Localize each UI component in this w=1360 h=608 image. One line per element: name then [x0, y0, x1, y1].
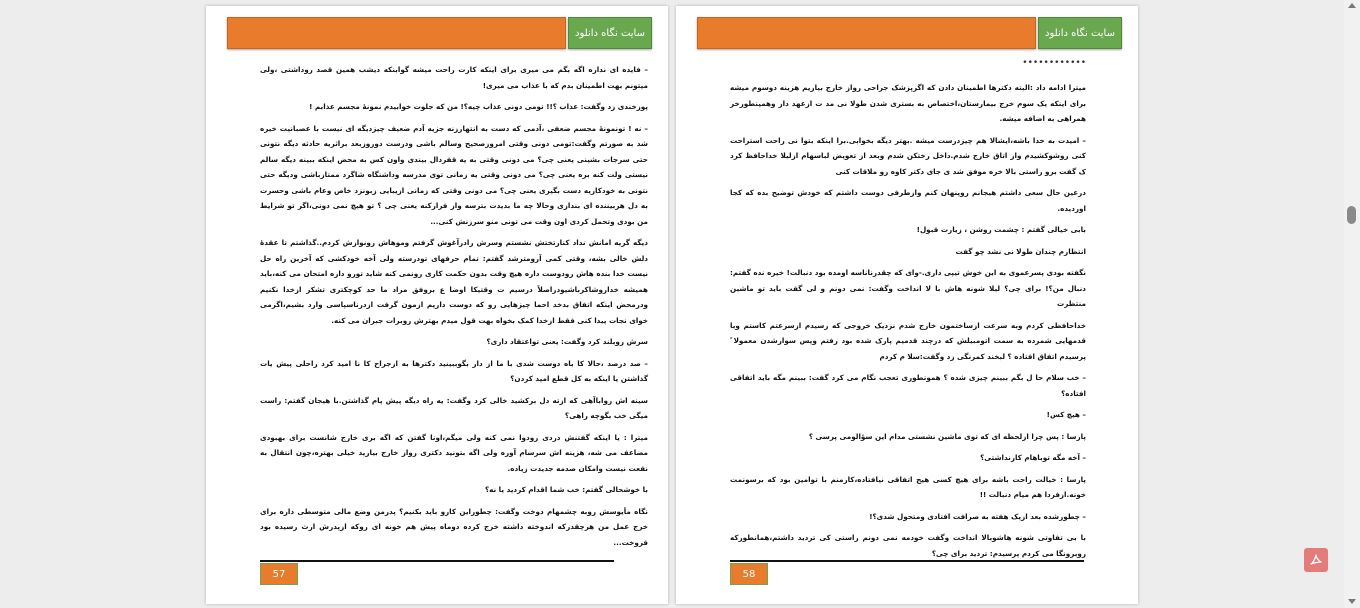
paragraph: پوزخندی زد وگفت: عذاب ؟!! تومی دونی عذاب چیه؟! من که جلوت خوابیدم نمونهٔ مجسم عذابم !	[309, 102, 648, 111]
scroll-down-arrow-icon[interactable]	[1348, 599, 1356, 604]
page-number-badge: 58	[730, 563, 768, 585]
page-header	[696, 16, 1120, 50]
footer-rule	[730, 560, 1084, 562]
page-number-badge: 57	[260, 563, 298, 585]
scroll-up-arrow-icon[interactable]	[1348, 3, 1356, 8]
paragraph: انتظارم چندان طولا نی نشد چو گفت	[955, 246, 1086, 256]
page-body-text	[260, 62, 648, 556]
paragraph: درعین حال سعی داشتم هیجانم روپنهان کنم وازطرفی دوست داشتم که خودش توضیح بده که کجا اوردیده.	[730, 188, 1086, 213]
page-57	[206, 6, 668, 604]
header-orange-bar	[227, 17, 566, 49]
paragraph: پارسا : خیالت راحت باشه برای هیچ کسی هیج اتفاقی نیافتاده،کارمنم با توامین بود که برسونمت خونه.ازفردا هم میام دنبالت !!	[730, 474, 1086, 499]
paragraph: پارسا : پس چرا ازلحظه ای که توی ماشین نشستی مدام این سؤالومی پرسی ؟	[808, 431, 1086, 441]
paragraph: نگفته بودی پسرعموی به این خوش تیپی داری.-وای که چقدرناناسه اومده بود دنبالت! خیره نده گفتم: دنبال من؟! برای چی؟ لیلا شونه هاش با لا انداخت وگفت: نمی دونم و لی گفت باید تو ماشین منتظرت	[730, 268, 1086, 308]
site-label: سایت نگاه دانلود	[1038, 17, 1122, 49]
paragraph: – امیدت به خدا باشه،ایشالا هم چیزدرست میشه .بهتر دیگه بخوابی.برا اینکه بتوا نی راحت استراحت کنی روشوکشیدم واز اتاق خارج شدم.داخل رختکن شدم وبعد از تعویض لباسهام ازلیلا خداحافظ کرد ک گفت برو راستی بالا خره موفق شد ی جای دکتر کاوه رو ملاقات کنی	[730, 135, 1086, 176]
paragraph: بابی خیالی گفتم : چشمت روشن ، زیارت قبول!	[916, 225, 1086, 234]
paragraph: خداحافظی کردم وبه سرعت ازساختمون خارج شدم نزدیک خروجی که رسیدم ازسرعتم کاستم وبا قدمهایی شمرده به سمت اتومبیلش که درچند قدمیم پارک شده بود رفتم وپس سوارشدن معمولا ً پرسیدم اتفاق افتاده ؟ لبخند کمرنگی زد وگفت:سلا م کردم	[730, 320, 1086, 361]
page-body-text	[730, 80, 1086, 567]
site-label: سایت نگاه دانلود	[568, 17, 652, 49]
paragraph: – خب سلام حا ل بگم ببینم چیزی شده ؟ همونطوری تعجب نگام می کرد گفت: ببینم مگه باید اتفاقی افتاده؟	[730, 373, 1086, 398]
paragraph: – هیچ کس!	[1046, 410, 1086, 419]
paragraph: میترا ادامه داد :البته دکترها اطمینان دادن که اگرپزشک جراحی رواز خارج بیاریم هزینه دوسوم میشه برای اینکه یک سوم خرج بیمارستان،اختصاص به بستری شدن طولا نی مد ت ازعهد دار وهمینطورخر همراهی به اضافه میشه.	[730, 83, 1086, 123]
paragraph: با خوشحالی گفتم: خب شما اقدام کردید یا نه؟	[484, 485, 648, 494]
paragraph: – آخه مگه توباهام کارنداشتی؟	[980, 453, 1086, 462]
scrollbar-thumb[interactable]	[1347, 206, 1356, 224]
pdf-export-icon	[1308, 552, 1324, 568]
paragraph: نگاه مأیوسش روبه چشمهام دوخت وگفت: چطوراین کارو باید بکنیم؟ پدرمن وضع مالی متوسطی داره برای خرج عمل من هرچقدرکه اندوخته داشته خرج کرده دوماه پیش هم خونه ای روکه ازپدرش ارث رسیده بود فروخت...	[260, 506, 648, 547]
separator-dots: ••••••••••••	[1022, 58, 1086, 68]
page-58	[676, 6, 1138, 604]
paragraph: – فایده ای نداره اگه بگم می میری برای اینکه کارت راحت میشه گوابنکه دیشب همین قصد روداشتی ،ولی میتونم بهت اطمینان بدم که با عذاب می میری!	[260, 65, 648, 90]
paragraph: – صد درصد ،حالا کا باه دوست شدی با ما از دار بگوببینید دکترها به ازجراح کا نا امید کرد راحلی پیش یات گذاشتن یا اینکه به کل قطع امید کردن؟	[260, 358, 648, 383]
vertical-scrollbar[interactable]	[1344, 0, 1360, 608]
header-orange-bar	[697, 17, 1036, 49]
paragraph: سینه اش رواباآهی که ازته دل برکشید خالی کرد وگفت: یه راه دیگه پیش پام گذاشتن.با هیجان گفتم: راست میگی خب بگوچه راهی؟	[260, 395, 648, 420]
pdf-export-button[interactable]	[1304, 548, 1328, 572]
paragraph: – چطورشده بعد ازیک هفته به صرافت افتادی ومتحول شدی؟!	[869, 511, 1086, 521]
paragraph: میترا : یا اینکه گفتنش دردی رودوا نمی کنه ولی میگم،اونا گفتن که اگه بری خارج شانست برای بهبودی مضاعف می شه، هزینه اش سرسام آوره ولی اگه بتونید دکتری رواز خارج بیارید خیلی بهتره،چون انتقال به نقعت نیست وامکان صدمه جدیدت زیاده.	[260, 432, 648, 473]
footer-rule	[260, 560, 614, 562]
paragraph: سرش روبلند کرد وگفت: یعنی تواعتقاد داری؟	[486, 337, 648, 346]
paragraph: دیگه گریه امانش نداد کنارتختش نشستم وسرش رادرآغوش گرفتم وموهاش رونوازش کردم..گذاشتم تا عقدهٔ دلش خالی بشه، وقتی کمی آرومترشد گفتم: تمام حرفهای تودرسته ولی آخه خودکشی که آخرین راه حل نیست خدا بنده هاش رودوست داره هیچ وقت بدون حکمت کاری رونمی کنه شاید تورو داره امتحان می کنه،باید همیشه خداروشاکرباشیودراصلاً درسیم ت وقتیکا اوضا ع بروفق مراد ما حد کوچکتری تشکر ازخدا نکنیم ودرمحض اینکه اتفاق بدخد احما چیزهایی رو که دوست داریم ازمون گرفت ازدرناسپاسی وارد بشیم،اگرمی خوای نجات پیدا کنی فقط ازخدا کمک بخواه بهت قول میدم بهترش روبرات جبران می کنه.	[260, 238, 648, 325]
page-header	[226, 16, 650, 50]
paragraph: – نه ! تونمونهٔ مجسم ضعفی ،آدمی که دست به انتهارزنه جزیه آدم ضعیف چیزدیگه ای نیست با عصبانیت خیره شد به صورتم وگفت:تومی دونی وقتی امروزصحیح وسالم باشی ودرست دوروزبعد براثریه حادثه دیگه نتونی حتی سرجات بشینی یعنی چی؟ می دونی وقتی به یه قفردال بیندی واون کس به محض اینکه ببینه دیگه سالم نیستی ولت کنه بره یعنی چی؟ می دونی وقتی یه زمانی توی مدرسه وداشنگاه شاگرد ممتازباشی ودیگه حتی نتونی به خودکاریه دست بگیری یعنی چی؟ می دونی وقتی که زمانی ازیبایی زبونزد خاص وعام باشی وحسرت به دل هربیننده ای بندازی وحالا چه ما بدیدت بترسه واز فرارکنه یعنی چی ؟ تو هیچ نمی دونی،اگر تو شرایط من بودی وتحمل کردی اون وقت می تونی منو سرزنش کنی...	[260, 123, 648, 226]
paragraph: با بی تفاوتی شونه هاشوبالا انداخت وگفت خودمه نمی دونم راستی کی تردید داشتم،همانطورکه روبرونگا می کردم پرسیدم: تردید برای چی؟	[730, 533, 1086, 558]
